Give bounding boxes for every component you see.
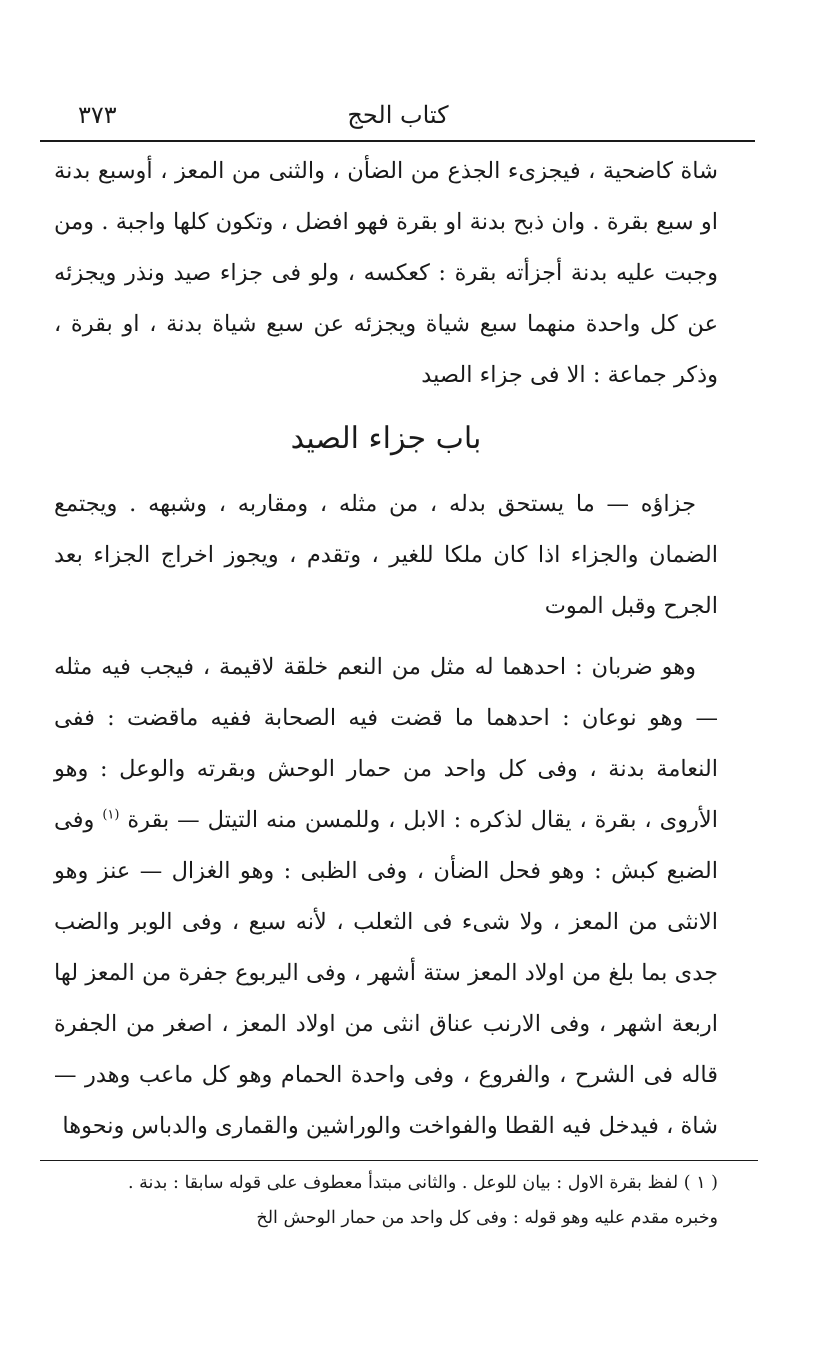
paragraph-3-part-a: وهو ضربان : احدهما له مثل من النعم خلقة لاقيمة ، فيجب فيه مثله — وهو نوعان : احدهما ما قضت فيه الصحابة ففيه ماقضت : ففى النعامة بدنة ، وفى كل واحد من حمار الوحش وبقرته والوعل : وهو الأروى ، بقرة ، يقال لذكره : الابل ، وللمسن منه التيتل — بقرة	[54, 654, 719, 833]
footnote-reference: (١)	[102, 807, 120, 823]
header-rule	[40, 140, 755, 142]
footnote-rule	[40, 1160, 758, 1161]
running-header	[38, 98, 758, 132]
chapter-title: كتاب الحج	[347, 101, 449, 129]
page-number: ٣٧٣	[78, 101, 117, 129]
section-heading: باب جزاء الصيد	[290, 421, 482, 456]
footnote-line-2: وخبره مقدم عليه وهو قوله : وفى كل واحد من حمار الوحش الخ	[256, 1208, 718, 1228]
paragraph-2: جزاؤه — ما يستحق بدله ، من مثله ، ومقاربه ، وشبهه . ويجتمع الضمان والجزاء اذا كان ملكا للغير ، وتقدم ، ويجوز اخراج الجزاء بعد الجرح وقبل الموت	[54, 491, 718, 619]
footnote-line-1: ( ١ ) لفظ بقرة الاول : بيان للوعل . والثانى مبتدأ معطوف على قوله سابقا : بدنة .	[127, 1173, 718, 1193]
footnote	[56, 1166, 718, 1236]
paragraph-3	[54, 642, 718, 1152]
paragraph-3-part-b: وفى الضبع كبش : وهو فحل الضأن ، وفى الظبى : وهو الغزال — عنز وهو الانثى من المعز ، ولا شىء فى الثعلب ، لأنه سبع ، وفى الوبر والضب جدى بما بلغ من اولاد المعز ستة أشهر ، وفى اليربوع جفرة من المعز لها اربعة اشهر ، وفى الارنب عناق انثى من اولاد المعز ، اصغر من الجفرة قاله فى الشرح ، والفروع ، وفى واحدة الحمام وهو كل ماعب وهدر — شاة ، فيدخل فيه القطا والفواخت والوراشين والقمارى والدباس ونحوها	[54, 807, 718, 1139]
paragraph-1: شاة كاضحية ، فيجزىء الجذع من الضأن ، والثنى من المعز ، أوسبع بدنة او سبع بقرة . وان ذبح بدنة او بقرة فهو افضل ، وتكون كلها واجبة . ومن وجبت عليه بدنة أجزأته بقرة : كعكسه ، ولو فى جزاء صيد ونذر ويجزئه عن كل واحدة منهما سبع شياة ويجزئه عن سبع شياة بدنة ، او بقرة ، وذكر جماعة : الا فى جزاء الصيد	[54, 158, 718, 388]
main-text	[54, 146, 718, 1152]
